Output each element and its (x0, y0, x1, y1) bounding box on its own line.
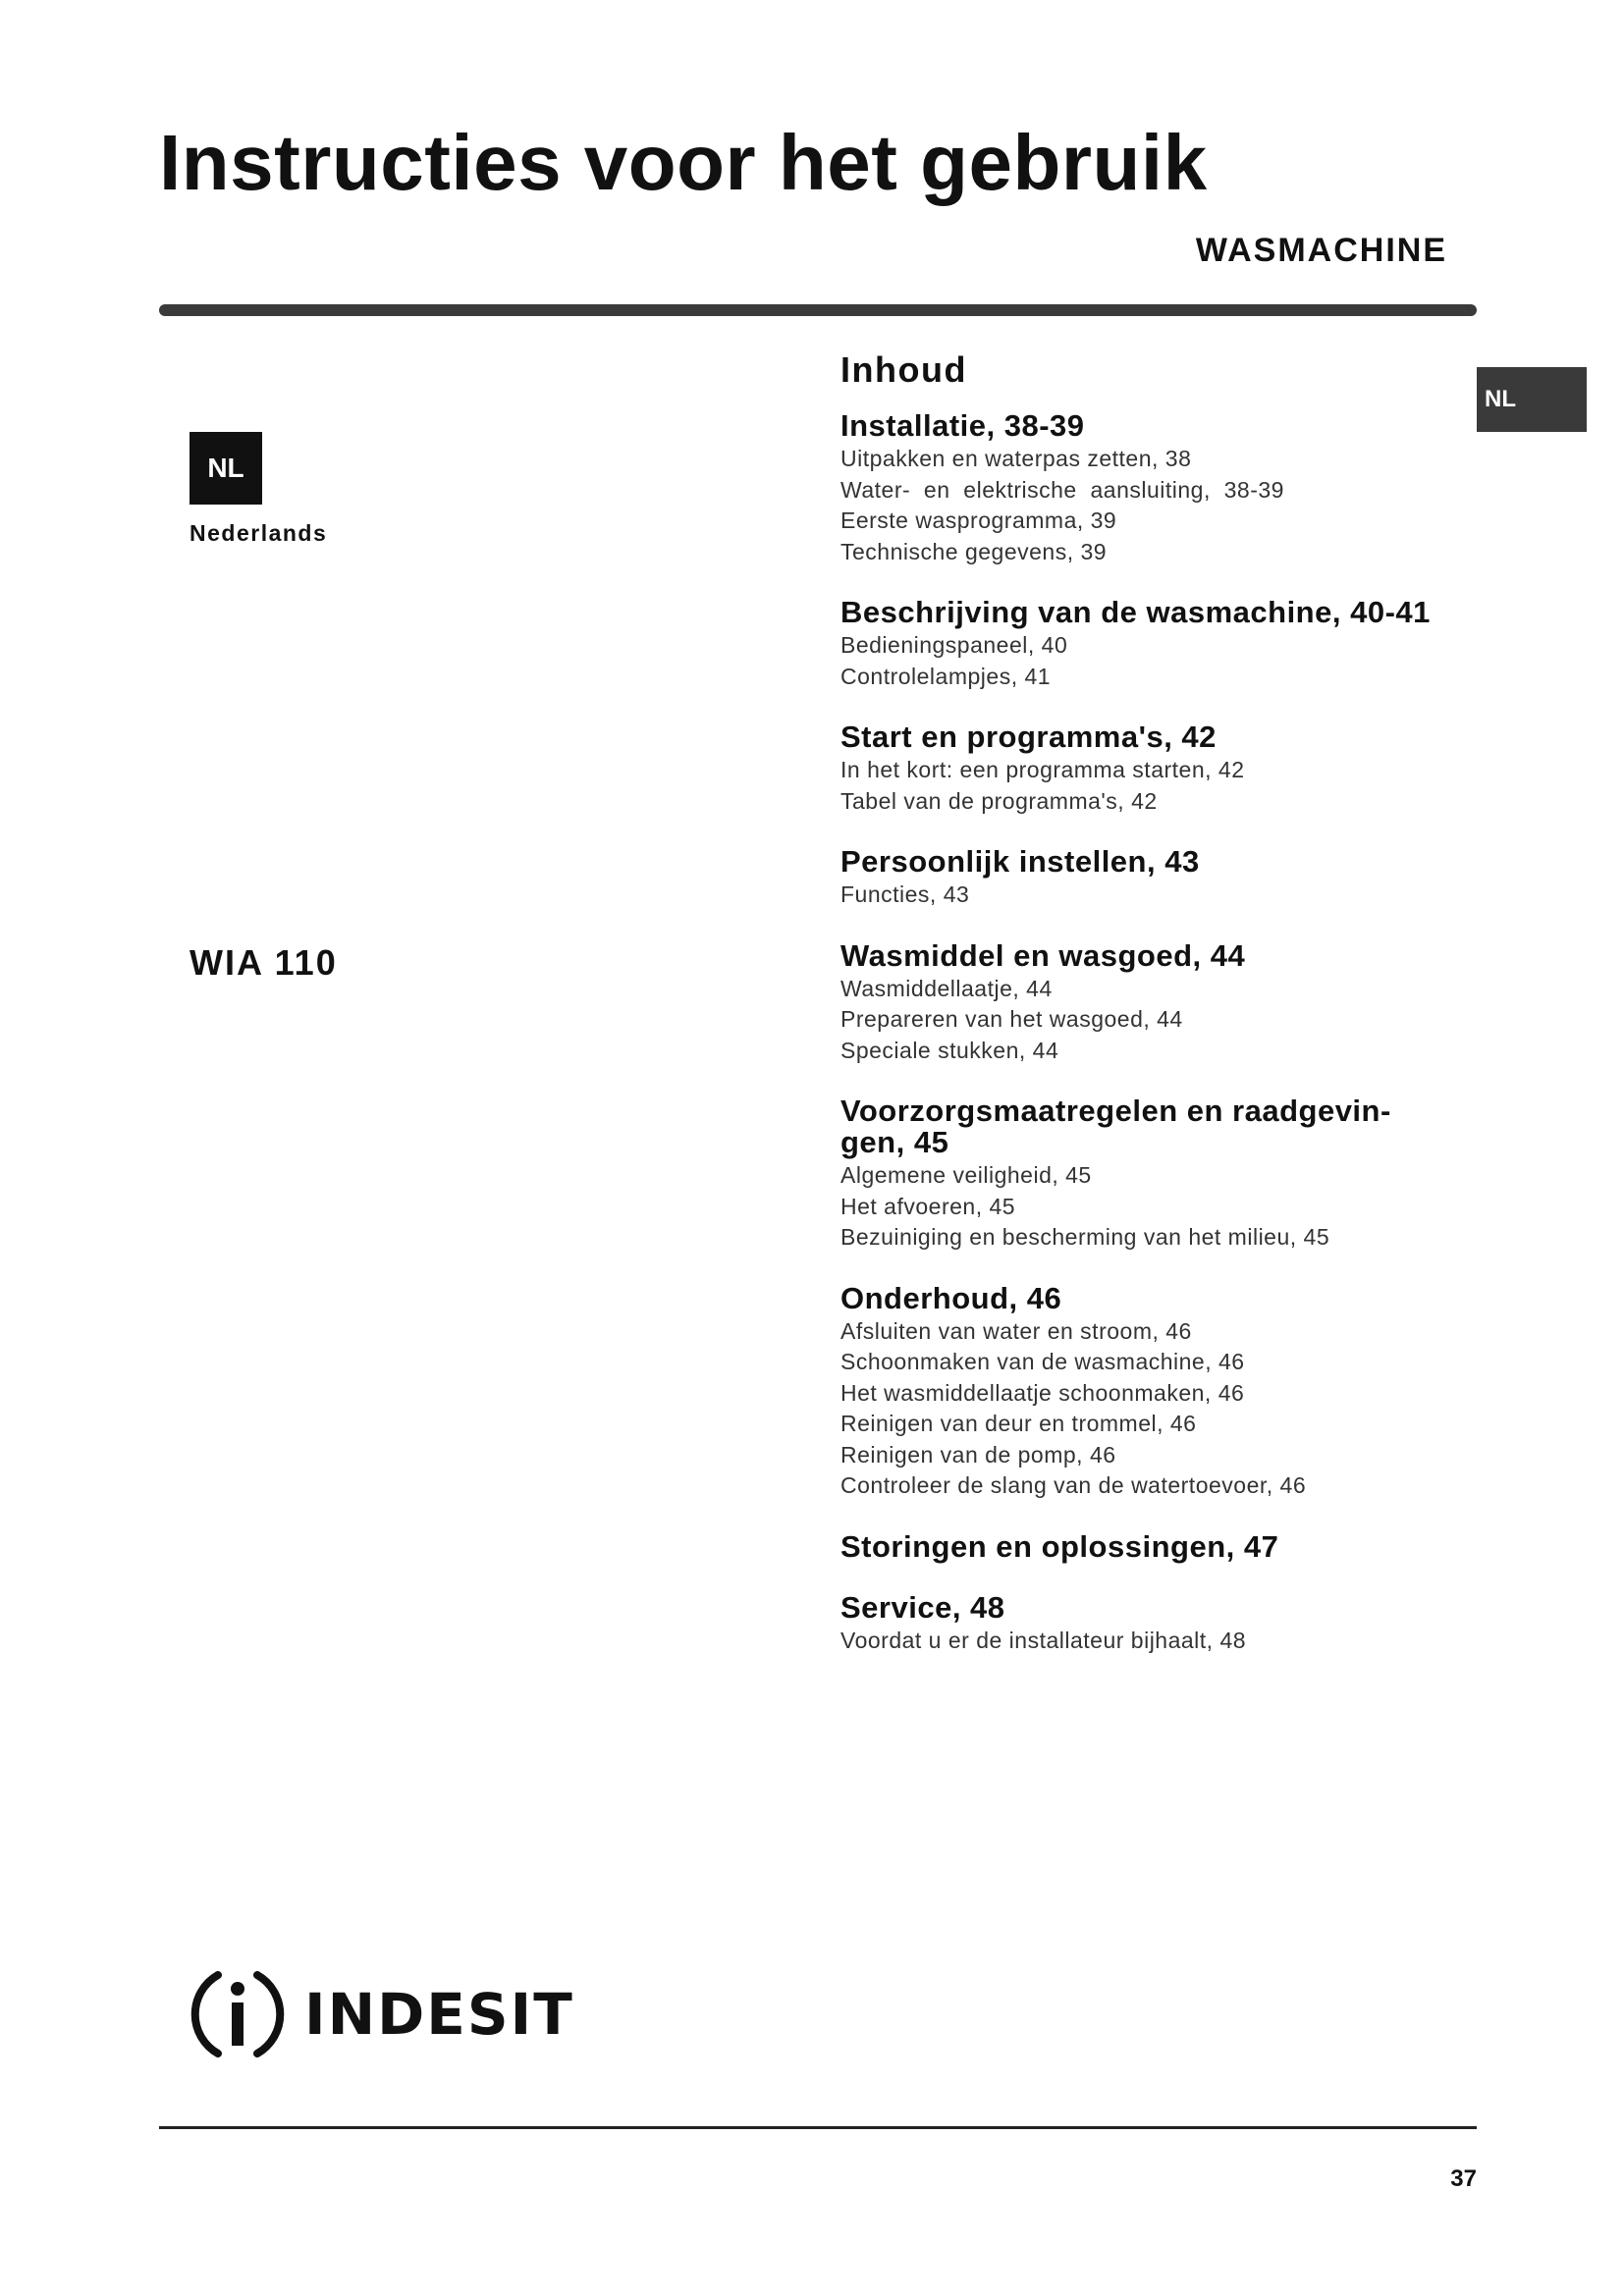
toc-item: Reinigen van de pomp, 46 (840, 1441, 1116, 1468)
toc-section (840, 937, 1469, 1067)
toc-section (840, 721, 1469, 817)
toc-item: Prepareren van het wasgoed, 44 (840, 1006, 1183, 1032)
table-of-contents (840, 349, 1469, 1685)
brand-logo (189, 1963, 574, 2065)
toc-section (840, 846, 1469, 911)
toc-section (840, 1528, 1469, 1564)
toc-section (840, 597, 1469, 692)
page-title: Instructies voor het gebruik (159, 119, 1208, 206)
toc-item-list (840, 974, 1469, 1067)
toc-section-title: Onderhoud, 46 (840, 1280, 1062, 1315)
toc-heading: Inhoud (840, 349, 967, 390)
toc-item: Reinigen van deur en trommel, 46 (840, 1411, 1197, 1436)
toc-item-list (840, 1626, 1469, 1657)
toc-section-title: Wasmiddel en wasgoed, 44 (840, 937, 1246, 973)
toc-item-list (840, 630, 1469, 692)
toc-section (840, 410, 1469, 567)
toc-item: In het kort: een programma starten, 42 (840, 757, 1245, 782)
toc-section (840, 1095, 1469, 1254)
toc-item: Schoonmaken van de wasmachine, 46 (840, 1349, 1245, 1374)
toc-section-title: Persoonlijk instellen, 43 (840, 844, 1200, 879)
toc-item: Het afvoeren, 45 (840, 1193, 1016, 1219)
language-name: Nederlands (189, 520, 328, 546)
toc-item-list (840, 444, 1469, 567)
toc-item-list (840, 1316, 1469, 1502)
toc-item: Tabel van de programma's, 42 (840, 787, 1158, 814)
toc-item-list (840, 1160, 1469, 1254)
toc-item: Bedieningspaneel, 40 (840, 632, 1068, 658)
header-divider (159, 304, 1477, 316)
toc-item: Functies, 43 (840, 881, 970, 907)
toc-item: Voordat u er de installateur bijhaalt, 48 (840, 1627, 1247, 1653)
toc-item: Het wasmiddellaatje schoonmaken, 46 (840, 1379, 1245, 1406)
toc-item-list (840, 755, 1469, 817)
brand-name: INDESIT (304, 1981, 574, 2048)
toc-item: Eerste wasprogramma, 39 (840, 507, 1117, 533)
toc-item: Uitpakken en waterpas zetten, 38 (840, 446, 1192, 471)
footer-divider (159, 2126, 1477, 2129)
toc-section (840, 1280, 1469, 1502)
toc-item: Wasmiddellaatje, 44 (840, 975, 1053, 1001)
toc-section (840, 1589, 1469, 1657)
indesit-circle-i-icon (189, 1963, 287, 2065)
toc-item: Water- en elektrische aansluiting, 38-39 (840, 476, 1284, 503)
toc-section-title: Storingen en oplossingen, 47 (840, 1528, 1279, 1564)
toc-section-title: Beschrijving van de wasmachine, 40-41 (840, 595, 1431, 629)
toc-item: Bezuiniging en bescherming van het milieu, 45 (840, 1224, 1330, 1250)
toc-item: Technische gegevens, 39 (840, 538, 1108, 564)
toc-item: Speciale stukken, 44 (840, 1037, 1059, 1063)
toc-section-title: Installatie, 38-39 (840, 408, 1085, 443)
toc-item: Controleer de slang van de watertoevoer, 46 (840, 1472, 1307, 1498)
page-number: 37 (1450, 2165, 1477, 2192)
toc-item-list (840, 880, 1469, 911)
toc-item: Algemene veiligheid, 45 (840, 1162, 1092, 1188)
model-number: WIA 110 (189, 942, 338, 983)
toc-section-title: Service, 48 (840, 1589, 1005, 1625)
toc-item: Controlelampjes, 41 (840, 663, 1052, 689)
toc-section-list (840, 410, 1469, 1656)
toc-item: Afsluiten van water en stroom, 46 (840, 1317, 1192, 1344)
toc-section-title: Voorzorgsmaatregelen en raadgevin- gen, 45 (840, 1094, 1391, 1159)
product-type-subtitle: WASMACHINE (1195, 232, 1447, 269)
toc-section-title: Start en programma's, 42 (840, 720, 1217, 754)
language-code-badge: NL (189, 432, 262, 505)
language-side-tab: NL (1477, 367, 1587, 432)
